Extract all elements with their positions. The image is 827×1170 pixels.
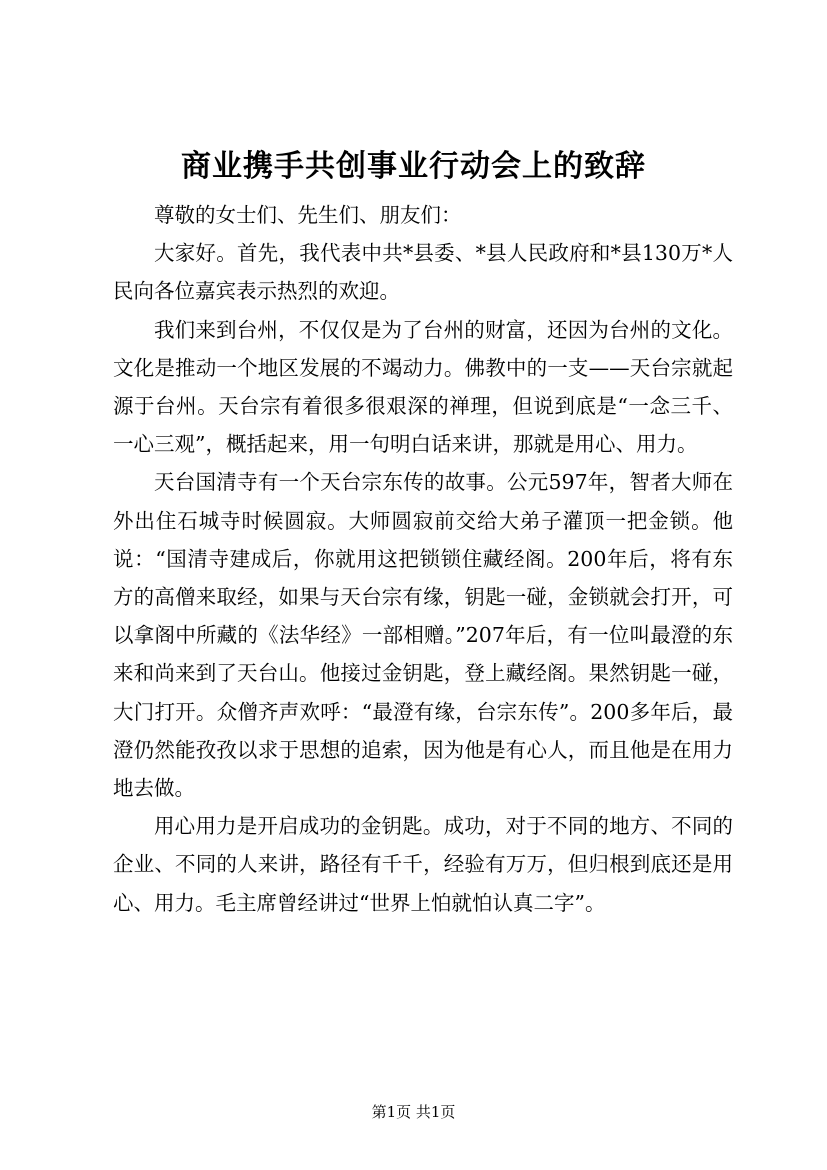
document-title: 商业携手共创事业行动会上的致辞 [181,149,646,184]
paragraph-welcome: 大家好。首先，我代表中共*县委、*县人民政府和*县130万*人民向各位嘉宾表示热烈的欢迎。 [113,241,733,304]
paragraph-culture: 我们来到台州，不仅仅是为了台州的财富，还因为台州的文化。文化是推动一个地区发展的不竭动力。佛教中的一支——天台宗就起源于台州。天台宗有着很多很艰深的禅理，但说到底是“一念三千、一心三观”，概括起来，用一句明白话来讲，那就是用心、用力。 [113,317,733,457]
paragraph-golden-key: 用心用力是开启成功的金钥匙。成功，对于不同的地方、不同的企业、不同的人来讲，路径有千千，经验有万万，但归根到底还是用心、用力。毛主席曾经讲过“世界上怕就怕认真二字”。 [113,814,733,915]
paragraph-salutation: 尊敬的女士们、先生们、朋友们： [154,203,462,227]
page-footer: 第1页 共1页 [371,1103,456,1121]
paragraph-story: 天台国清寺有一个天台宗东传的故事。公元597年，智者大师在外出住石城寺时候圆寂。大师圆寂前交给大弟子灌顶一把金锁。他说：“国清寺建成后，你就用这把锁锁住藏经阁。200年后，将有东方的高僧来取经，如果与天台宗有缘，钥匙一碰，金锁就会打开，可以拿阁中所藏的《法华经》一部相赠。”207年后，有一位叫最澄的东来和尚来到了天台山。他接过金钥匙，登上藏经阁。果然钥匙一碰，大门打开。众僧齐声欢呼：“最澄有缘，台宗东传”。200多年后，最澄仍然能孜孜以求于思想的追索，因为他是有心人，而且他是在用力地去做。 [113,470,733,801]
document-body [113,196,733,922]
